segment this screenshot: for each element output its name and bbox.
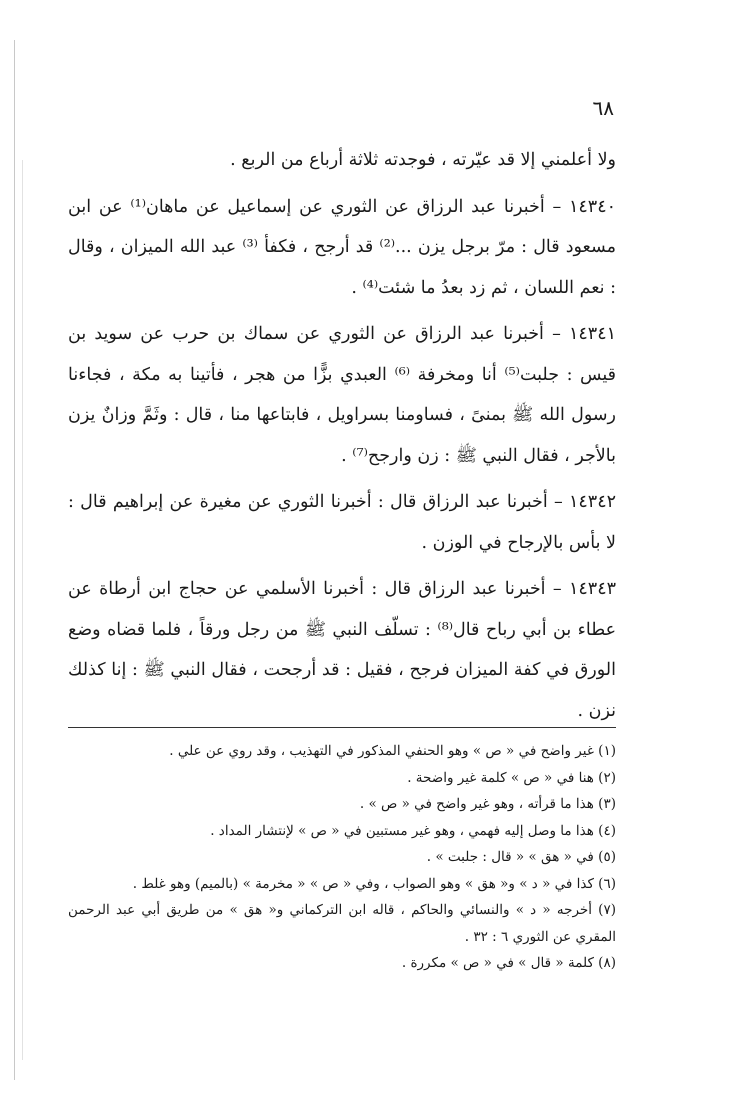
footnote-5: (٥) في « هق » « قال : جلبت » .	[426, 849, 616, 865]
hadith-14342: ١٤٣٤٢ – أخبرنا عبد الرزاق قال : أخبرنا الثوري عن مغيرة عن إبراهيم قال : لا بأس بالإرجاح في الوزن .	[68, 492, 616, 553]
footnote-7: (٧) أخرجه « د » والنسائي والحاكم ، قاله ابن التركماني و« هق » من طريق أبي عبد الرحمن المقري عن الثوري ٦ : ٣٢ .	[68, 902, 616, 945]
book-spine-shadow	[22, 160, 23, 1060]
footnote-6: (٦) كذا في « د » و« هق » وهو الصواب ، وفي « ص » « مخرمة » (بالميم) وهو غلط .	[132, 875, 616, 892]
hadith-14340: ١٤٣٤٠ – أخبرنا عبد الرزاق عن الثوري عن إسماعيل عن ماهان⁽¹⁾ عن ابن مسعود قال : مرّ برجل يزن ...⁽²⁾ قد أرجح ، فكفأ ⁽³⁾ عبد الله الميزان ، وقال : نعم اللسان ، ثم زد بعدُ ما شئت⁽⁴⁾ .	[68, 196, 616, 298]
footnote-divider	[68, 727, 616, 728]
hadith-14343: ١٤٣٤٣ – أخبرنا عبد الرزاق قال : أخبرنا الأسلمي عن حجاج ابن أرطاة عن عطاء بن أبي رباح قال⁽⁸⁾ : تسلّف النبي ﷺ من رجل ورقاً ، فلما قضاه وضع الورق في كفة الميزان فرجح ، فقيل : قد أرجحت ، فقال النبي ﷺ : إنا كذلك نزن .	[68, 579, 617, 721]
paragraph-intro: ولا أعلمني إلا قد عيّرته ، فوجدته ثلاثة أرباع من الربع .	[230, 150, 616, 170]
footnote-4: (٤) هذا ما وصل إليه فهمي ، وهو غير مستبين في « ص » لإنتشار المداد .	[210, 822, 616, 839]
page-number: ٦٨	[592, 96, 614, 120]
hadith-14341: ١٤٣٤١ – أخبرنا عبد الرزاق عن الثوري عن سماك بن حرب عن سويد بن قيس : جلبت⁽⁵⁾ أنا ومخرفة ⁽⁶⁾ العبدي بزًّا من هجر ، فأتينا به مكة ، فجاءنا رسول الله ﷺ بمنىً ، فساومنا بسراويل ، فابتاعها منا ، قال : وثَمَّ وزانٌ يزن بالأجر ، فقال النبي ﷺ : زن وارجح⁽⁷⁾ .	[68, 324, 616, 466]
book-spine-line	[14, 40, 15, 1080]
footnote-3: (٣) هذا ما قرأته ، وهو غير واضح في « ص » .	[359, 796, 616, 812]
footnote-8: (٨) كلمة « قال » في « ص » مكررة .	[401, 955, 616, 971]
footnotes	[68, 738, 616, 977]
main-text	[68, 140, 616, 731]
footnote-1: (١) غير واضح في « ص » وهو الحنفي المذكور في التهذيب ، وقد روي عن علي .	[169, 743, 616, 759]
footnote-2: (٢) هنا في « ص » كلمة غير واضحة .	[407, 769, 616, 786]
